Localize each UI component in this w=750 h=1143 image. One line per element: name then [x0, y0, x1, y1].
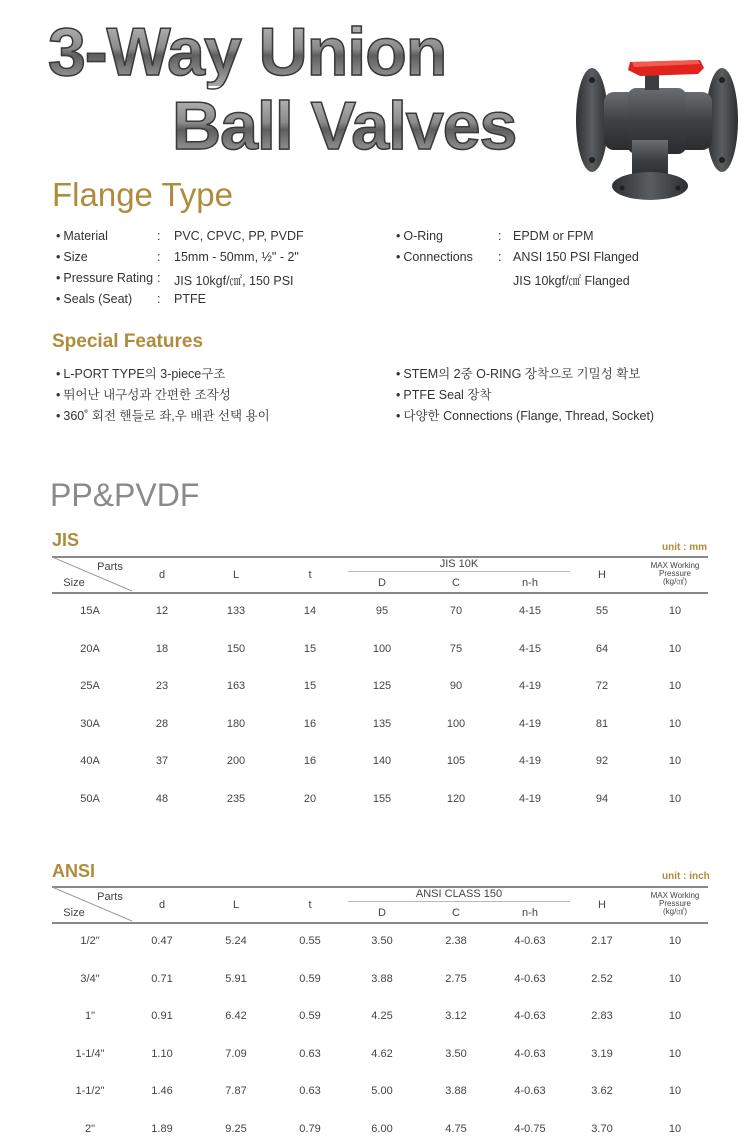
group-rule — [348, 901, 570, 902]
header-H: H — [598, 899, 606, 911]
value-cell: 4-0.63 — [514, 972, 546, 985]
value-cell: 48 — [155, 792, 169, 805]
material-heading: PP&PVDF — [50, 477, 200, 513]
value-cell: 200 — [226, 755, 246, 767]
spec-seals: • Seals (Seat) : PTFE — [56, 292, 366, 306]
header-nh: n-h — [522, 907, 538, 919]
spec-pressure: • Pressure Rating : JIS 10kgf/㎠, 150 PSI — [56, 271, 366, 285]
value-cell: 10 — [668, 1047, 682, 1060]
value-cell: 0.55 — [299, 935, 321, 947]
value-cell: 100 — [372, 642, 392, 655]
header-max-pressure: (kg/㎠) — [663, 577, 687, 586]
feature-item: • PTFE Seal 장착 — [396, 385, 491, 403]
value-cell: 4-0.63 — [514, 935, 546, 947]
value-cell: 5.24 — [225, 935, 247, 947]
value-cell: 2.52 — [591, 972, 613, 985]
group-rule — [348, 571, 570, 572]
value-cell: 70 — [449, 605, 463, 617]
size-cell: 50A — [80, 792, 100, 805]
value-cell: 3.50 — [371, 935, 393, 947]
size-cell: 1" — [84, 1010, 96, 1022]
header-group: ANSI CLASS 150 — [415, 888, 503, 900]
value-cell: 64 — [595, 642, 609, 655]
title-line-1: 3-Way Union — [48, 14, 447, 90]
value-cell: 20 — [303, 792, 317, 805]
value-cell: 12 — [155, 605, 169, 617]
title-line-2: Ball Valves — [172, 88, 517, 164]
value-cell: 6.00 — [371, 1122, 393, 1135]
value-cell: 0.91 — [151, 1010, 173, 1022]
value-cell: 10 — [668, 605, 682, 617]
value-cell: 10 — [668, 1010, 682, 1022]
spec-value: 15mm - 50mm, ½" - 2" — [174, 250, 299, 264]
jis-unit: unit : mm — [662, 542, 707, 553]
value-cell: 4-0.75 — [514, 1122, 546, 1135]
value-cell: 7.09 — [225, 1047, 247, 1060]
value-cell: 4-19 — [518, 680, 542, 692]
header-H: H — [598, 569, 606, 581]
value-cell: 3.62 — [591, 1085, 613, 1097]
value-cell: 3.70 — [591, 1122, 613, 1135]
size-cell: 2" — [84, 1122, 96, 1135]
spec-value: PTFE — [174, 292, 206, 306]
header-parts: Parts — [97, 561, 123, 573]
header-size: Size — [63, 907, 85, 919]
value-cell: 235 — [226, 792, 246, 805]
value-cell: 0.71 — [151, 972, 173, 985]
header-parts: Parts — [97, 891, 123, 903]
spec-connections-2: JIS 10kgf/㎠ Flanged — [513, 274, 630, 288]
value-cell: 2.17 — [591, 935, 613, 947]
value-cell: 94 — [595, 792, 609, 805]
feature-item: • 360˚ 회전 핸들로 좌,우 배관 선택 용이 — [56, 406, 270, 424]
value-cell: 100 — [446, 717, 466, 730]
value-cell: 10 — [668, 717, 682, 730]
size-cell: 30A — [80, 717, 100, 730]
value-cell: 75 — [449, 642, 463, 655]
value-cell: 0.79 — [299, 1122, 321, 1135]
value-cell: 10 — [668, 642, 682, 655]
value-cell: 90 — [449, 680, 463, 692]
header-t: t — [308, 569, 312, 581]
value-cell: 4-15 — [518, 605, 542, 617]
value-cell: 120 — [446, 792, 466, 805]
value-cell: 0.63 — [299, 1085, 321, 1097]
spec-label: • O-Ring — [396, 229, 443, 243]
value-cell: 180 — [226, 717, 246, 730]
value-cell: 4-0.63 — [514, 1010, 546, 1022]
size-cell: 20A — [80, 642, 100, 655]
size-cell: 25A — [80, 680, 100, 692]
value-cell: 140 — [372, 755, 392, 767]
value-cell: 0.59 — [299, 1010, 321, 1022]
header-max-pressure: Pressure — [658, 569, 692, 578]
value-cell: 6.42 — [225, 1010, 247, 1022]
header-D: D — [378, 907, 386, 919]
value-cell: 7.87 — [225, 1085, 247, 1097]
ansi-table — [52, 886, 708, 1136]
value-cell: 1.46 — [151, 1085, 173, 1097]
feature-item: • 다양한 Connections (Flange, Thread, Socket) — [396, 406, 654, 424]
value-cell: 9.25 — [225, 1122, 247, 1135]
value-cell: 81 — [595, 717, 609, 730]
value-cell: 4.25 — [371, 1010, 393, 1022]
value-cell: 155 — [372, 792, 392, 805]
feature-item: • L-PORT TYPE의 3-piece구조 — [56, 364, 225, 382]
value-cell: 14 — [303, 605, 317, 617]
value-cell: 2.75 — [445, 972, 467, 985]
ansi-heading: ANSI — [52, 861, 96, 881]
value-cell: 10 — [668, 680, 682, 692]
value-cell: 28 — [155, 717, 169, 730]
value-cell: 4.62 — [371, 1047, 393, 1060]
value-cell: 10 — [668, 972, 682, 985]
value-cell: 2.38 — [445, 935, 467, 947]
value-cell: 5.00 — [371, 1085, 393, 1097]
value-cell: 10 — [668, 935, 682, 947]
value-cell: 18 — [155, 642, 169, 655]
header-d: d — [158, 899, 166, 911]
value-cell: 4.75 — [445, 1122, 467, 1135]
header-t: t — [308, 899, 312, 911]
header-D: D — [378, 577, 386, 589]
valve-product-image — [570, 40, 740, 210]
special-features-heading: Special Features — [52, 331, 204, 352]
value-cell: 4-0.63 — [514, 1047, 546, 1060]
size-cell: 1/2" — [80, 935, 100, 947]
value-cell: 37 — [155, 755, 169, 767]
spec-oring: • O-Ring : EPDM or FPM — [396, 229, 716, 243]
size-cell: 3/4" — [80, 972, 100, 985]
value-cell: 3.12 — [445, 1010, 467, 1022]
feature-item: • STEM의 2중 O-RING 장착으로 기밀성 확보 — [396, 364, 640, 382]
value-cell: 3.50 — [445, 1047, 467, 1060]
value-cell: 1.89 — [151, 1122, 173, 1135]
value-cell: 23 — [155, 680, 169, 692]
value-cell: 163 — [226, 680, 246, 692]
jis-table — [52, 556, 708, 826]
header-max-pressure: (kg/㎠) — [663, 907, 687, 916]
table-top-rule — [52, 886, 708, 888]
value-cell: 135 — [372, 717, 392, 730]
value-cell: 15 — [303, 642, 317, 655]
header-max-pressure: Pressure — [658, 899, 692, 908]
header-size: Size — [63, 577, 85, 589]
jis-heading: JIS — [52, 530, 80, 550]
value-cell: 3.88 — [445, 1085, 467, 1097]
value-cell: 16 — [303, 755, 317, 767]
spec-size: • Size : 15mm - 50mm, ½" - 2" — [56, 250, 366, 264]
value-cell: 105 — [446, 755, 466, 767]
value-cell: 4-19 — [518, 755, 542, 767]
size-cell: 1-1/4" — [75, 1047, 105, 1060]
size-cell: 1-1/2" — [75, 1085, 105, 1097]
spec-label: • Material — [56, 229, 108, 243]
feature-item: • 뛰어난 내구성과 간편한 조작성 — [56, 385, 231, 403]
spec-value: PVC, CPVC, PP, PVDF — [174, 229, 304, 243]
value-cell: 4-15 — [518, 642, 542, 655]
value-cell: 133 — [226, 605, 246, 617]
table-header-rule — [52, 922, 708, 924]
value-cell: 15 — [303, 680, 317, 692]
table-header-rule — [52, 592, 708, 594]
spec-label: • Pressure Rating — [56, 271, 153, 285]
spec-connections: • Connections : ANSI 150 PSI Flanged — [396, 250, 716, 264]
header-d: d — [158, 569, 166, 581]
header-L: L — [232, 569, 240, 581]
value-cell: 95 — [375, 605, 389, 617]
header-group: JIS 10K — [439, 558, 479, 570]
value-cell: 0.63 — [299, 1047, 321, 1060]
flange-type-heading: Flange Type — [52, 176, 234, 213]
table-top-rule — [52, 556, 708, 558]
spec-label: • Seals (Seat) — [56, 292, 132, 306]
header-C: C — [452, 907, 460, 919]
value-cell: 16 — [303, 717, 317, 730]
value-cell: 72 — [595, 680, 609, 692]
value-cell: 0.59 — [299, 972, 321, 985]
value-cell: 10 — [668, 1085, 682, 1097]
value-cell: 10 — [668, 792, 682, 805]
spec-value: EPDM or FPM — [513, 229, 594, 243]
header-max-pressure: MAX Working — [650, 561, 700, 570]
spec-value: JIS 10kgf/㎠, 150 PSI — [174, 274, 294, 288]
header-L: L — [232, 899, 240, 911]
spec-label: • Connections — [396, 250, 473, 264]
value-cell: 125 — [372, 680, 392, 692]
spec-material: • Material : PVC, CPVC, PP, PVDF — [56, 229, 366, 243]
header-nh: n-h — [522, 577, 538, 589]
ansi-unit: unit : inch — [662, 871, 710, 882]
header-C: C — [452, 577, 460, 589]
value-cell: 150 — [226, 642, 246, 655]
value-cell: 4-0.63 — [514, 1085, 546, 1097]
spec-label: • Size — [56, 250, 88, 264]
value-cell: 4-19 — [518, 792, 542, 805]
value-cell: 10 — [668, 1122, 682, 1135]
size-cell: 40A — [80, 755, 100, 767]
spec-value: ANSI 150 PSI Flanged — [513, 250, 639, 264]
size-cell: 15A — [80, 605, 100, 617]
value-cell: 3.19 — [591, 1047, 613, 1060]
value-cell: 2.83 — [591, 1010, 613, 1022]
value-cell: 3.88 — [371, 972, 393, 985]
value-cell: 5.91 — [225, 972, 247, 985]
value-cell: 10 — [668, 755, 682, 767]
value-cell: 4-19 — [518, 717, 542, 730]
value-cell: 0.47 — [151, 935, 173, 947]
value-cell: 55 — [595, 605, 609, 617]
value-cell: 92 — [595, 755, 609, 767]
header-max-pressure: MAX Working — [650, 891, 700, 900]
value-cell: 1.10 — [151, 1047, 173, 1060]
